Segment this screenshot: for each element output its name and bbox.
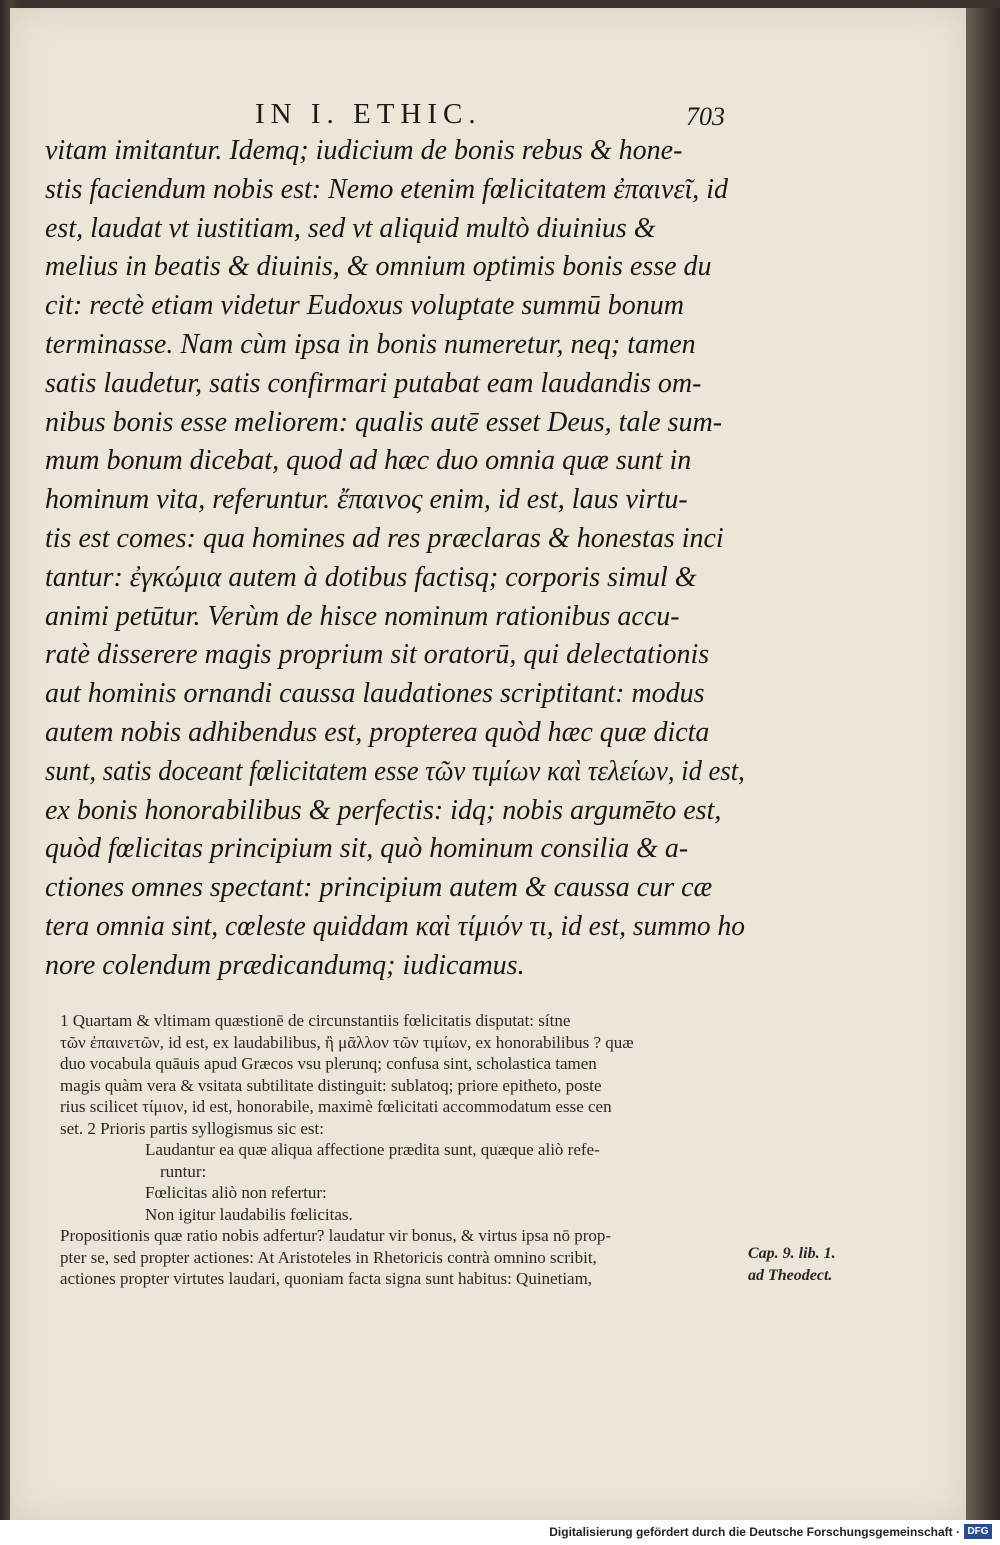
commentary-line: actiones propter virtutes laudari, quoniam facta signa sunt habitus: Quinetiam,	[60, 1269, 593, 1288]
main-text-line: hominum vita, referuntur. ἔπαινος enim, id est, laus virtu-	[45, 484, 688, 516]
main-text-line: stis faciendum nobis est: Nemo etenim fœlicitatem ἐπαινεῖ, id	[45, 173, 729, 205]
main-text-line: satis laudetur, satis confirmari putabat eam laudandis om-	[45, 367, 702, 399]
marginal-note-line: ad Theodect.	[748, 1266, 833, 1284]
commentary-block	[60, 1010, 740, 1290]
digitization-credit: Digitalisierung gefördert durch die Deutsche Forschungsgemeinschaft ·	[549, 1525, 960, 1539]
main-text-line: ctiones omnes spectant: principium autem & caussa cur cæ	[45, 872, 713, 904]
main-text-line: vitam imitantur. Idemq; iudicium de bonis rebus & hone-	[45, 135, 683, 166]
main-text-line: tantur: ἐγκώμια autem à dotibus factisq; corporis simul &	[45, 561, 697, 593]
main-text-line: quòd fœlicitas principium sit, quò hominum consilia & a-	[45, 833, 689, 865]
main-text-line: mum bonum dicebat, quod ad hæc duo omnia quæ sunt in	[45, 445, 692, 477]
page-number: 703	[686, 102, 725, 131]
commentary-line: duo vocabula quāuis apud Græcos vsu plerunq; confusa sint, scholastica tamen	[60, 1054, 597, 1073]
main-text-line: ratè disserere magis proprium sit oratorū, qui delectationis	[45, 639, 710, 671]
commentary-line: Laudantur ea quæ aliqua affectione prædita sunt, quæque aliò refe-	[145, 1140, 600, 1159]
main-text-line: est, laudat vt iustitiam, sed vt aliquid multò diuinius &	[45, 212, 656, 244]
commentary-line: set. 2 Prioris partis syllogismus sic est:	[60, 1118, 324, 1138]
main-text-line: cit: rectè etiam videtur Eudoxus voluptate summū bonum	[45, 290, 684, 322]
commentary-line: Non igitur laudabilis fœlicitas.	[145, 1204, 353, 1224]
dfg-logo-icon: DFG	[964, 1524, 992, 1539]
commentary-line: Fœlicitas aliò non refertur:	[145, 1183, 327, 1202]
main-text-line: autem nobis adhibendus est, propterea quòd hæc quæ dicta	[45, 716, 710, 748]
marginal-note	[748, 1243, 858, 1286]
running-head: IN I. ETHIC.	[255, 98, 482, 130]
footer-bar	[0, 1520, 1000, 1545]
marginal-note-line: Cap. 9. lib. 1.	[748, 1245, 836, 1262]
main-text-line: tera omnia sint, cœleste quiddam καὶ τίμιόν τι, id est, summo ho	[45, 910, 745, 942]
commentary-line: pter se, sed propter actiones: At Aristoteles in Rhetoricis contrà omnino scribit,	[60, 1247, 597, 1267]
commentary-line: rius scilicet τίμιον, id est, honorabile, maximè fœlicitati accommodatum esse cen	[60, 1097, 612, 1116]
main-text-line: ex bonis honorabilibus & perfectis: idq; nobis argumēto est,	[45, 794, 722, 826]
main-text-line: sunt, satis doceant fœlicitatem esse τῶν τιμίων καὶ τελείων, id est,	[45, 755, 745, 787]
main-text-line: tis est comes: qua homines ad res præclaras & honestas inci	[45, 522, 724, 554]
main-text-line: terminasse. Nam cùm ipsa in bonis numeretur, neq; tamen	[45, 328, 696, 360]
main-text-line: melius in beatis & diuinis, & omnium optimis bonis esse du	[45, 251, 712, 283]
main-text-line: animi petūtur. Verùm de hisce nominum rationibus accu-	[45, 600, 680, 632]
main-text-line: nibus bonis esse meliorem: qualis autē esset Deus, tale sum-	[45, 406, 723, 438]
commentary-line: 1 Quartam & vltimam quæstionē de circunstantiis fœlicitatis disputat: sítne	[60, 1011, 571, 1030]
commentary-line: runtur:	[160, 1161, 207, 1181]
main-text-line: nore colendum prædicandumq; iudicamus.	[45, 949, 525, 981]
commentary-line: Propositionis quæ ratio nobis adfertur? laudatur vir bonus, & virtus ipsa nō prop-	[60, 1226, 612, 1245]
commentary-line: magis quàm vera & vsitata subtilitate distinguit: sublatoq; priore epitheto, poste	[60, 1075, 602, 1095]
commentary-line: τῶν ἐπαινετῶν, id est, ex laudabilibus, ἢ μᾶλλον τῶν τιμίων, ex honorabilibus ? quæ	[60, 1032, 634, 1052]
page-edge-shadow	[966, 8, 1000, 1520]
main-text-block	[45, 132, 745, 986]
main-text-line: aut hominis ornandi caussa laudationes scriptitant: modus	[45, 678, 705, 710]
